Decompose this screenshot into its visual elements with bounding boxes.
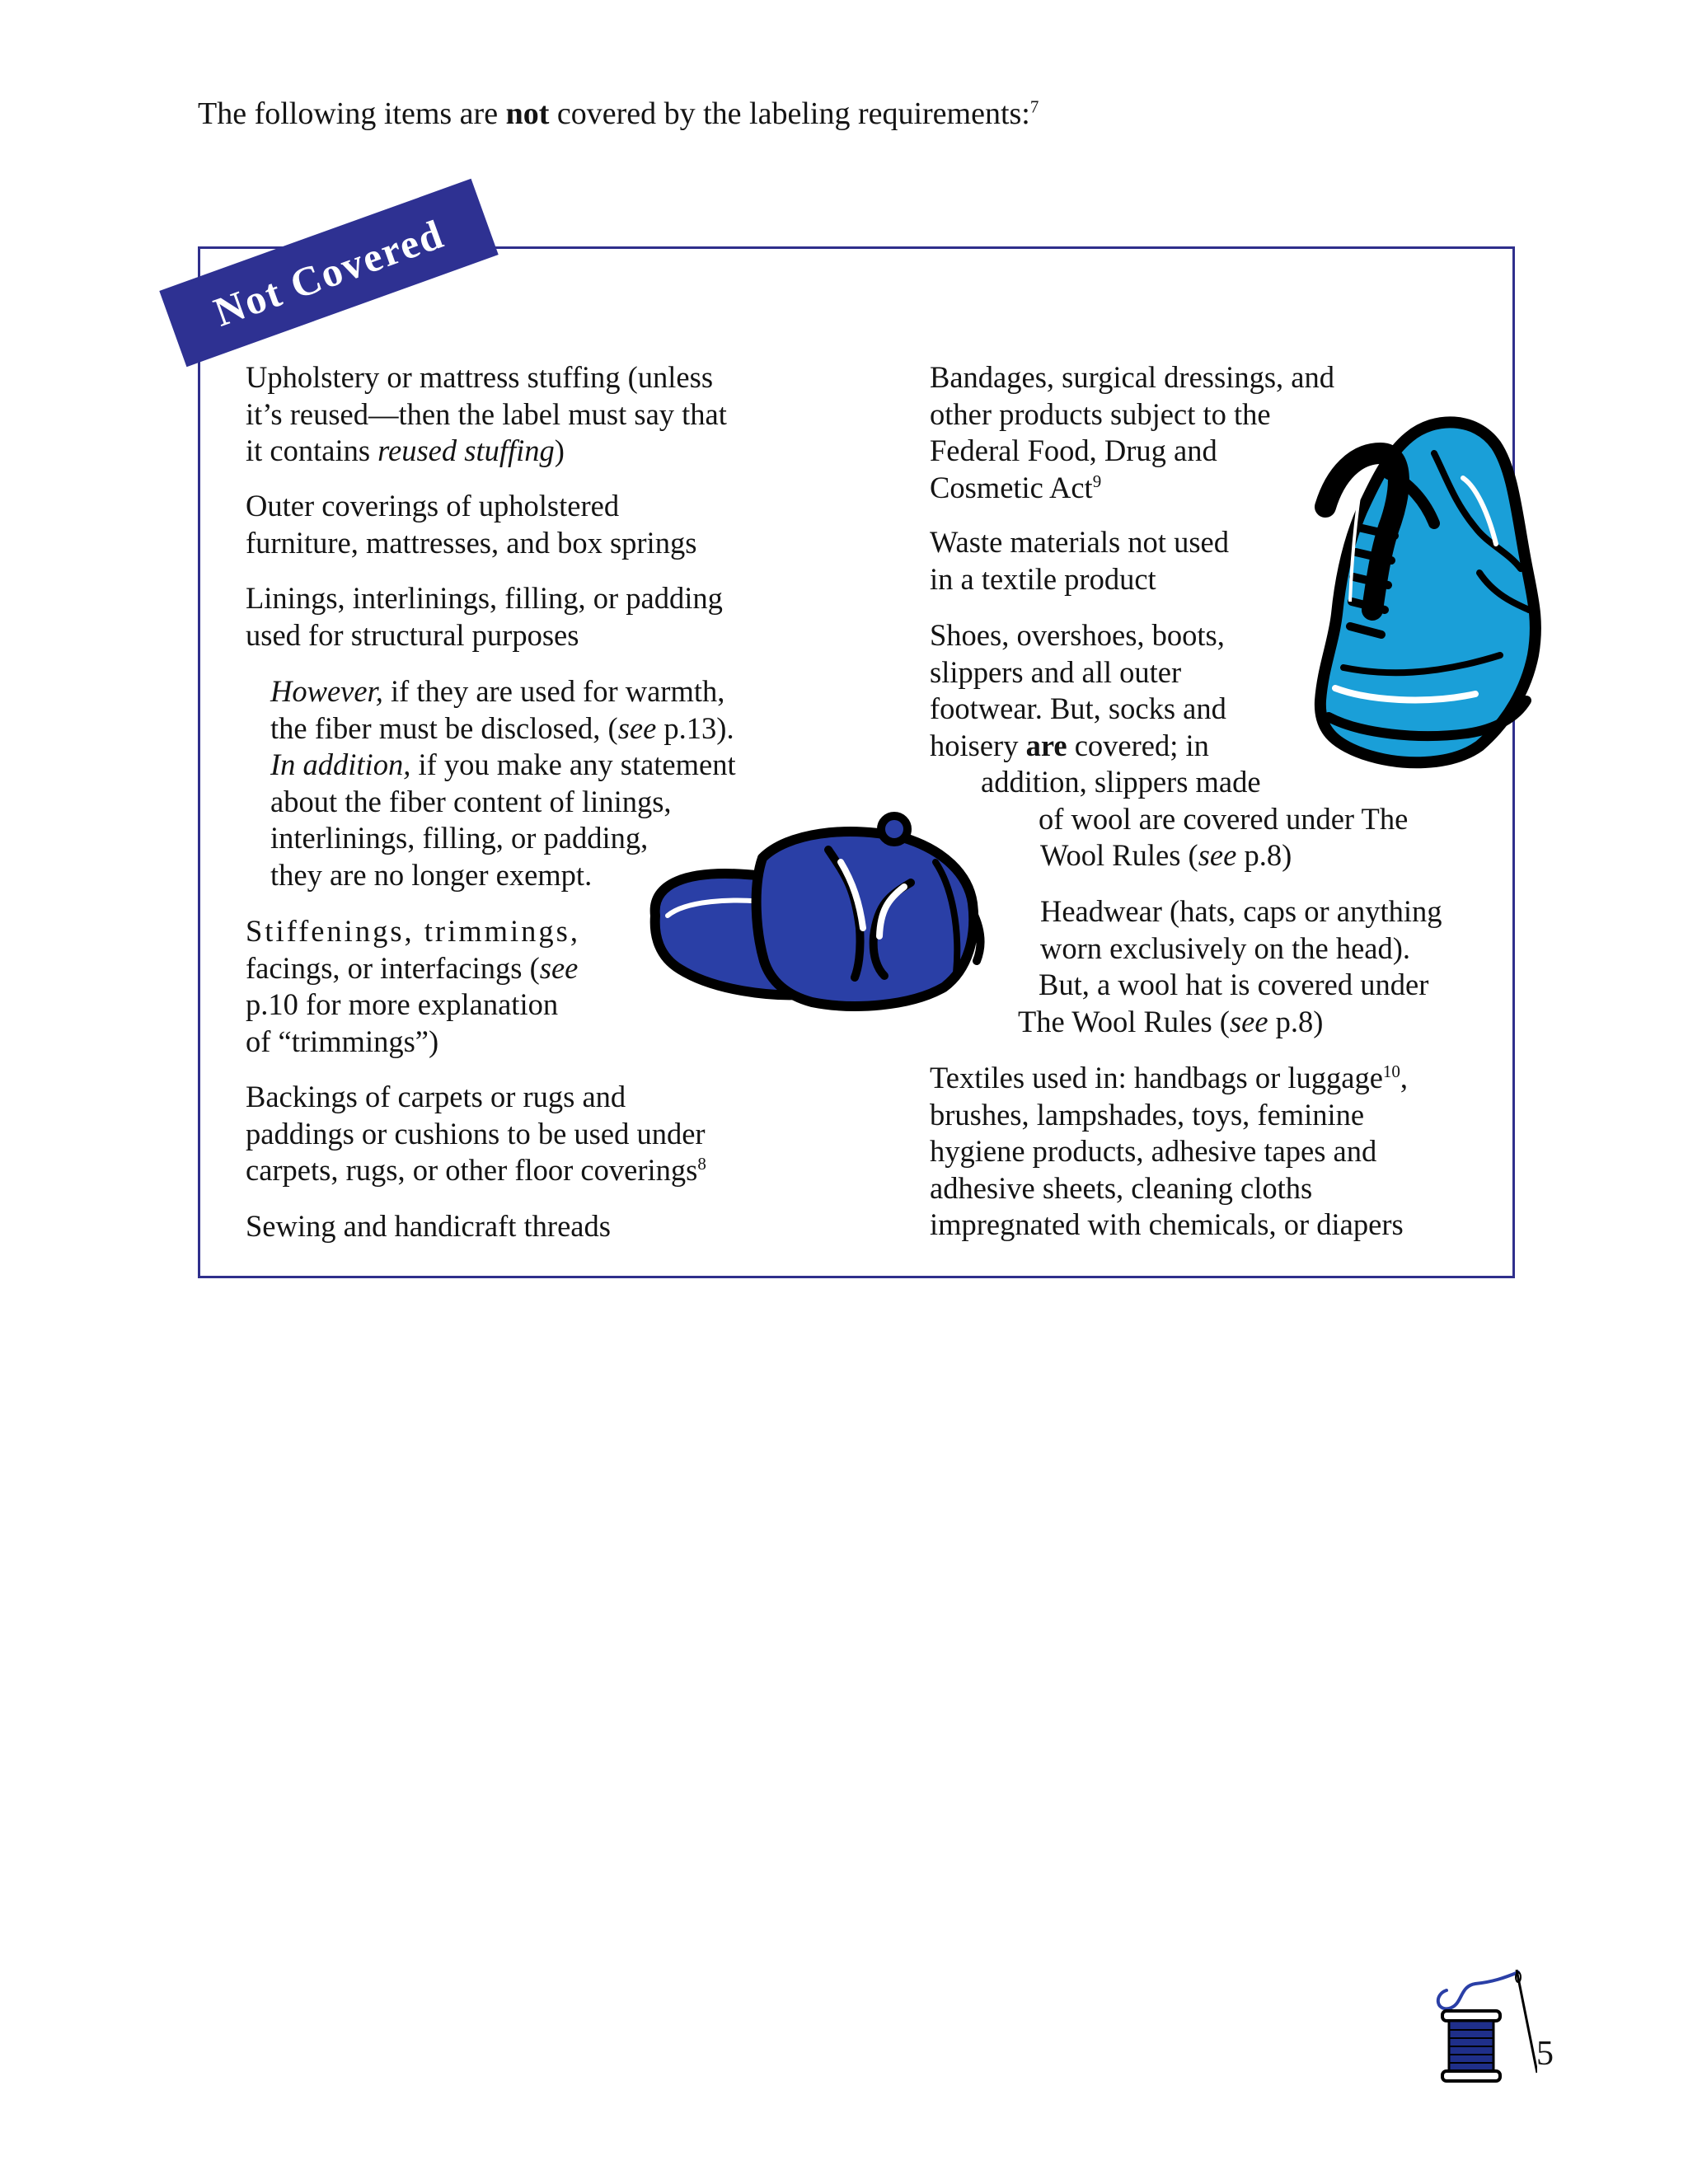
headwear-item: Headwear (hats, caps or anything worn exclusively on the head). But, a wool hat is covered under The Wool Rules (see p.8) bbox=[1018, 894, 1442, 1038]
page-number: 5 bbox=[1536, 2035, 1554, 2073]
sewing-threads-item: Sewing and handicraft threads bbox=[246, 1209, 611, 1243]
baseball-cap-illustration bbox=[639, 804, 1001, 1027]
warmth-exception-note: However, if they are used for warmth, the fiber must be disclosed, (see p.13). In addition, if you make any statement about the fiber content of linings, interlinings, filling, or padding, they are no longer exempt. bbox=[270, 674, 736, 892]
sneaker-illustration bbox=[1311, 404, 1541, 775]
intro-sentence: The following items are not covered by the labeling requirements:$^7$ bbox=[198, 96, 1039, 131]
textiles-item: Textiles used in: handbags or luggage$^{10}$, brushes, lampshades, toys, feminine hygiene products, adhesive tapes and adhesive sheets, cleaning cloths impregnated with chemicals, or diapers bbox=[930, 1061, 1409, 1241]
waste-materials-item: Waste materials not used in a textile product bbox=[930, 525, 1229, 596]
footnote-ref: 7 bbox=[1029, 96, 1039, 117]
banner-label: Not Covered bbox=[208, 210, 450, 335]
shoes-item: Shoes, overshoes, boots, slippers and all outer footwear. But, socks and hoisery are covered; in addition, slippers made of wool are covered under The Wool Rules (see p.8) bbox=[930, 618, 1409, 872]
bandages-item: Bandages, surgical dressings, and other products subject to the Federal Food, Drug and Cosmetic Act$^9$ bbox=[930, 360, 1334, 504]
stiffenings-item: Stiffenings, trimmings, facings, or interfacings (see p.10 for more explanation of “trimmings”) bbox=[246, 914, 580, 1058]
linings-item: Linings, interlinings, filling, or padding used for structural purposes bbox=[246, 581, 723, 652]
backings-item: Backings of carpets or rugs and paddings or cushions to be used under carpets, rugs, or other floor coverings$^8$ bbox=[246, 1080, 706, 1187]
footnote-ref: 10 bbox=[1382, 1061, 1400, 1081]
footnote-ref: 9 bbox=[1092, 471, 1102, 491]
footnote-ref: 8 bbox=[697, 1153, 706, 1174]
thread-spool-icon bbox=[1426, 1966, 1537, 2089]
outer-coverings-item: Outer coverings of upholstered furniture, mattresses, and box springs bbox=[246, 489, 697, 560]
upholstery-item: Upholstery or mattress stuffing (unless it’s reused—then the label must say that it contains reused stuffing) bbox=[246, 360, 727, 467]
